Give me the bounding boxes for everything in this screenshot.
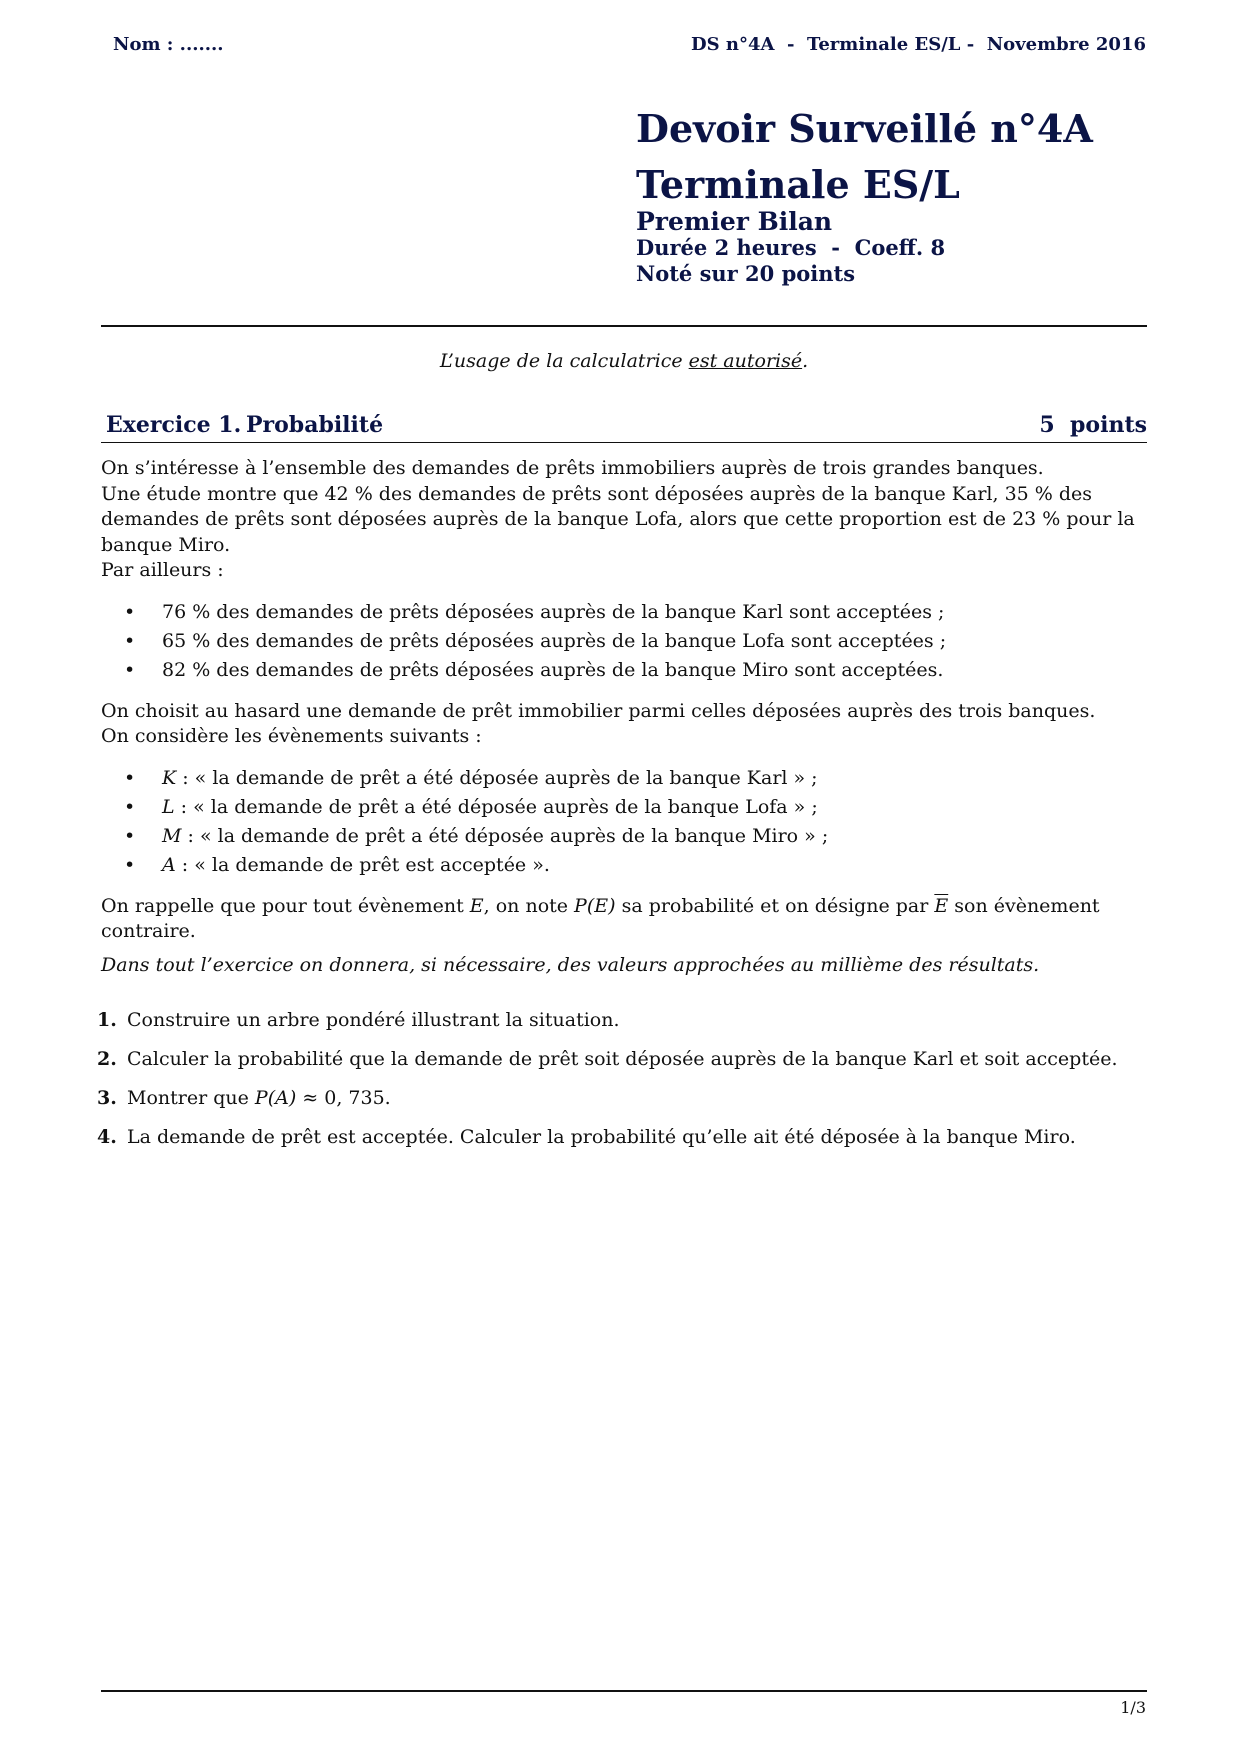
question-number: 3. bbox=[97, 1087, 117, 1109]
question-number: 2. bbox=[97, 1048, 117, 1070]
reminder-text: sa probabilité et on désigne par bbox=[615, 894, 935, 917]
question-text: Construire un arbre pondéré illustrant la situation. bbox=[127, 1009, 620, 1031]
event-symbol: K bbox=[162, 766, 177, 789]
rounding-note: Dans tout l’exercice on donnera, si nécessaire, des valeurs approchées au millième des résultats. bbox=[101, 953, 1040, 976]
acceptance-list bbox=[101, 598, 1151, 685]
question-text: Calculer la probabilité que la demande de prêt soit déposée auprès de la banque Karl et soit acceptée. bbox=[127, 1048, 1118, 1070]
list-item: • 76 % des demandes de prêts déposées auprès de la banque Karl sont acceptées ; bbox=[101, 598, 1151, 627]
question-list bbox=[97, 1008, 1151, 1150]
question-text: ≈ 0, 735. bbox=[296, 1087, 391, 1109]
choice-line: On considère les évènements suivants : bbox=[101, 725, 482, 747]
exercise-body bbox=[97, 456, 1151, 1164]
event-symbol: M bbox=[162, 824, 182, 847]
exercise-number: Exercice 1. bbox=[106, 412, 242, 438]
question-item bbox=[97, 1008, 1151, 1033]
event-symbol: L bbox=[162, 795, 175, 818]
intro-line: On s’intéresse à l’ensemble des demandes de prêts immobiliers auprès de trois grandes banques. bbox=[101, 457, 1044, 479]
question-text: Montrer que bbox=[127, 1087, 255, 1109]
event-symbol: A bbox=[162, 853, 176, 876]
calculator-emphasis: est autorisé bbox=[688, 350, 803, 372]
running-header: DS n°4A - Terminale ES/L - Novembre 2016 bbox=[691, 34, 1146, 55]
notation-reminder bbox=[101, 894, 1151, 945]
exercise-topic: Probabilité bbox=[246, 412, 384, 438]
page-number: 1/3 bbox=[1120, 1698, 1146, 1717]
event-text: : « la demande de prêt a été déposée auprès de la banque Karl » ; bbox=[176, 766, 818, 789]
list-item: • 82 % des demandes de prêts déposées auprès de la banque Miro sont acceptées. bbox=[101, 656, 1151, 685]
intro-line: Par ailleurs : bbox=[101, 559, 224, 581]
calculator-prefix: L’usage de la calculatrice bbox=[439, 350, 689, 372]
event-text: : « la demande de prêt a été déposée auprès de la banque Lofa » ; bbox=[174, 795, 818, 818]
reminder-math: E bbox=[469, 894, 484, 917]
calculator-suffix: . bbox=[802, 350, 809, 372]
exercise-heading bbox=[106, 412, 1147, 438]
question-item bbox=[97, 1086, 1151, 1111]
question-number: 4. bbox=[97, 1126, 117, 1148]
events-list bbox=[101, 764, 1151, 880]
event-text: : « la demande de prêt a été déposée auprès de la banque Miro » ; bbox=[181, 824, 829, 847]
title-duration: Durée 2 heures - Coeff. 8 bbox=[636, 235, 946, 260]
reminder-complement-math: $\overline{E}$ bbox=[934, 894, 949, 917]
list-item: • 65 % des demandes de prêts déposées auprès de la banque Lofa sont acceptées ; bbox=[101, 627, 1151, 656]
question-text: La demande de prêt est acceptée. Calculer la probabilité qu’elle ait été déposée à la banque Miro. bbox=[127, 1126, 1076, 1148]
list-item bbox=[101, 793, 1151, 822]
header-divider bbox=[101, 325, 1147, 327]
question-math: P(A) bbox=[254, 1087, 297, 1109]
title-subtitle: Premier Bilan bbox=[636, 207, 833, 236]
intro-line: Une étude montre que 42 % des demandes de prêts sont déposées auprès de la banque Karl, 35 % des demandes de prêts sont déposées auprès de la banque Lofa, alors que cette proportion est de 23 % pour la banque Miro. bbox=[101, 482, 1135, 556]
student-name-field: Nom : ....... bbox=[113, 34, 224, 55]
exercise-points: 5 points bbox=[1039, 412, 1147, 438]
choice-line: On choisit au hasard une demande de prêt immobilier parmi celles déposées auprès des trois banques. bbox=[101, 699, 1096, 722]
list-item bbox=[101, 764, 1151, 793]
question-item bbox=[97, 1047, 1151, 1072]
title-block bbox=[636, 104, 1093, 287]
reminder-text: , on note bbox=[483, 894, 575, 917]
list-item bbox=[101, 822, 1151, 851]
list-item bbox=[101, 851, 1151, 880]
reminder-text: On rappelle que pour tout évènement bbox=[101, 894, 470, 917]
title-class: Terminale ES/L bbox=[636, 162, 960, 207]
question-item bbox=[97, 1125, 1151, 1150]
title-grading: Noté sur 20 points bbox=[636, 261, 856, 286]
reminder-text: son évènement contraire. bbox=[101, 894, 1100, 942]
event-text: : « la demande de prêt est acceptée ». bbox=[175, 853, 550, 876]
exercise-underline bbox=[101, 442, 1147, 443]
calculator-notice bbox=[101, 350, 1147, 372]
title-main: Devoir Surveillé n°4A bbox=[636, 106, 1093, 151]
question-number: 1. bbox=[97, 1009, 117, 1031]
reminder-math: P(E) bbox=[574, 894, 616, 917]
footer-divider bbox=[101, 1690, 1147, 1692]
